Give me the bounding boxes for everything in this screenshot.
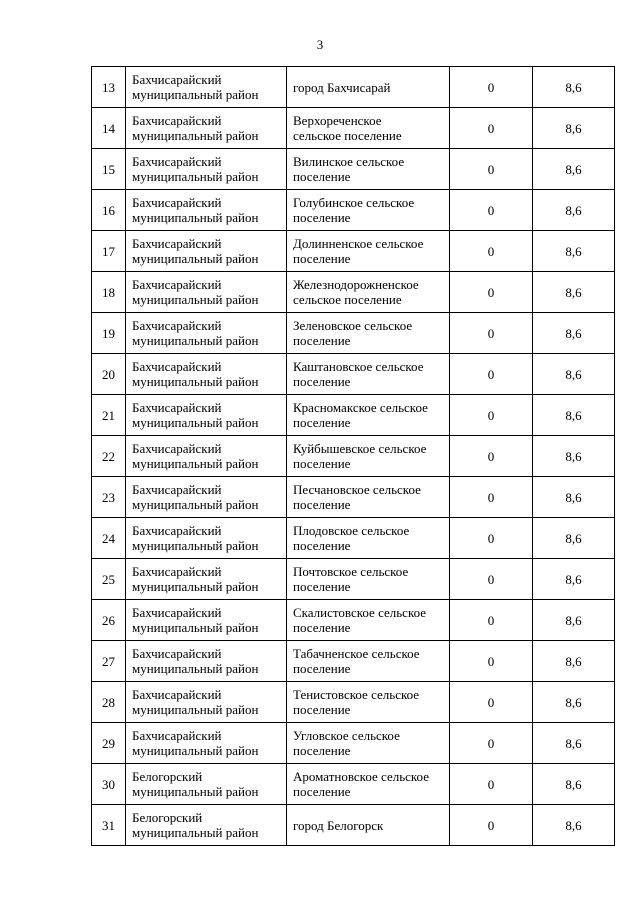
- table-row: [92, 559, 615, 600]
- value2-cell-text: 8,6: [565, 284, 582, 300]
- settlement-cell: [287, 518, 450, 559]
- row-number-cell-text: 24: [102, 530, 115, 546]
- district-cell-text: Белогорский: [132, 769, 203, 784]
- district-cell-text: Бахчисарайский: [132, 154, 222, 169]
- district-cell-text: муниципальный район: [132, 415, 259, 430]
- district-cell-text: муниципальный район: [132, 825, 259, 840]
- value1-cell-text: 0: [487, 325, 495, 341]
- district-cell-text: муниципальный район: [132, 497, 259, 512]
- value2-cell-text: 8,6: [565, 161, 582, 177]
- district-cell-text: Бахчисарайский: [132, 277, 222, 292]
- settlement-cell: [287, 805, 450, 846]
- district-cell-text: муниципальный район: [132, 538, 259, 553]
- value2-cell: [533, 477, 615, 518]
- row-number-cell: [92, 764, 126, 805]
- settlement-cell-text: поселение: [293, 702, 351, 717]
- table-row: [92, 518, 615, 559]
- row-number-cell: [92, 190, 126, 231]
- row-number-cell-text: 26: [102, 612, 115, 628]
- district-cell: [126, 518, 287, 559]
- value1-cell-text: 0: [487, 202, 495, 218]
- district-cell-text: Бахчисарайский: [132, 400, 222, 415]
- value1-cell-text: 0: [487, 120, 495, 136]
- page-number: 3: [316, 37, 324, 52]
- settlement-cell: [287, 477, 450, 518]
- table-row: [92, 682, 615, 723]
- settlement-cell: [287, 272, 450, 313]
- settlement-cell-text: Почтовское сельское: [293, 564, 409, 579]
- district-cell-text: муниципальный район: [132, 579, 259, 594]
- settlement-cell-text: Вилинское сельское: [293, 154, 405, 169]
- value1-cell-text: 0: [487, 79, 495, 95]
- district-cell-text: Бахчисарайский: [132, 564, 222, 579]
- row-number-cell-text: 29: [102, 735, 115, 751]
- table-row: [92, 436, 615, 477]
- district-cell-text: Бахчисарайский: [132, 318, 222, 333]
- value2-cell: [533, 313, 615, 354]
- value1-cell: [450, 354, 533, 395]
- district-cell: [126, 805, 287, 846]
- row-number-cell-text: 19: [102, 325, 115, 341]
- row-number-cell: [92, 231, 126, 272]
- value1-cell: [450, 272, 533, 313]
- value2-cell: [533, 436, 615, 477]
- settlement-cell-text: поселение: [293, 210, 351, 225]
- district-cell-text: Бахчисарайский: [132, 523, 222, 538]
- row-number-cell: [92, 477, 126, 518]
- value1-cell-text: 0: [487, 448, 495, 464]
- settlement-cell: [287, 436, 450, 477]
- value2-cell: [533, 190, 615, 231]
- value2-cell: [533, 108, 615, 149]
- district-cell-text: Бахчисарайский: [132, 236, 222, 251]
- value1-cell-text: 0: [487, 817, 495, 833]
- settlement-cell-text: поселение: [293, 538, 351, 553]
- table-row: [92, 67, 615, 108]
- row-number-cell: [92, 559, 126, 600]
- district-cell: [126, 723, 287, 764]
- district-cell: [126, 764, 287, 805]
- settlement-cell: [287, 149, 450, 190]
- district-cell-text: муниципальный район: [132, 661, 259, 676]
- district-cell-text: муниципальный район: [132, 292, 259, 307]
- district-cell-text: Бахчисарайский: [132, 646, 222, 661]
- value1-cell: [450, 477, 533, 518]
- value2-cell-text: 8,6: [565, 407, 582, 423]
- district-cell-text: муниципальный район: [132, 784, 259, 799]
- district-cell-text: муниципальный район: [132, 251, 259, 266]
- settlement-cell-text: город Бахчисарай: [293, 79, 391, 95]
- settlement-cell-text: Угловское сельское: [293, 728, 400, 743]
- row-number-cell-text: 17: [102, 243, 115, 259]
- value1-cell-text: 0: [487, 776, 495, 792]
- row-number-cell: [92, 723, 126, 764]
- district-cell-text: Бахчисарайский: [132, 195, 222, 210]
- district-cell: [126, 559, 287, 600]
- table-row: [92, 108, 615, 149]
- value2-cell-text: 8,6: [565, 776, 582, 792]
- value1-cell-text: 0: [487, 284, 495, 300]
- settlement-cell-text: Табачненское сельское: [293, 646, 420, 661]
- row-number-cell-text: 31: [102, 817, 115, 833]
- table-row: [92, 313, 615, 354]
- district-cell-text: Бахчисарайский: [132, 687, 222, 702]
- settlement-cell: [287, 190, 450, 231]
- value1-cell-text: 0: [487, 694, 495, 710]
- district-cell: [126, 395, 287, 436]
- table-row: [92, 641, 615, 682]
- value2-cell-text: 8,6: [565, 243, 582, 259]
- row-number-cell: [92, 682, 126, 723]
- district-cell-text: Бахчисарайский: [132, 72, 222, 87]
- value2-cell-text: 8,6: [565, 120, 582, 136]
- value2-cell: [533, 395, 615, 436]
- district-cell: [126, 354, 287, 395]
- value2-cell-text: 8,6: [565, 202, 582, 218]
- settlement-cell: [287, 641, 450, 682]
- settlement-cell: [287, 231, 450, 272]
- settlement-cell-text: поселение: [293, 169, 351, 184]
- district-cell-text: муниципальный район: [132, 702, 259, 717]
- settlement-cell: [287, 395, 450, 436]
- value1-cell-text: 0: [487, 653, 495, 669]
- value2-cell: [533, 272, 615, 313]
- settlement-cell-text: поселение: [293, 743, 351, 758]
- settlement-cell-text: Зеленовское сельское: [293, 318, 413, 333]
- row-number-cell: [92, 313, 126, 354]
- settlement-cell-text: поселение: [293, 620, 351, 635]
- row-number-cell: [92, 108, 126, 149]
- settlement-cell: [287, 313, 450, 354]
- value2-cell: [533, 149, 615, 190]
- table-row: [92, 805, 615, 846]
- value1-cell: [450, 67, 533, 108]
- district-cell-text: муниципальный район: [132, 456, 259, 471]
- row-number-cell-text: 16: [102, 202, 115, 218]
- value1-cell: [450, 559, 533, 600]
- row-number-cell-text: 30: [102, 776, 115, 792]
- settlement-cell-text: Красномакское сельское: [293, 400, 428, 415]
- value2-cell-text: 8,6: [565, 530, 582, 546]
- district-cell-text: Бахчисарайский: [132, 441, 222, 456]
- district-cell-text: муниципальный район: [132, 374, 259, 389]
- settlement-cell-text: город Белогорск: [293, 817, 384, 833]
- value1-cell: [450, 682, 533, 723]
- value2-cell: [533, 723, 615, 764]
- district-cell: [126, 231, 287, 272]
- district-cell: [126, 682, 287, 723]
- district-cell-text: муниципальный район: [132, 743, 259, 758]
- settlement-cell-text: Верхореченское: [293, 113, 382, 128]
- settlement-cell-text: поселение: [293, 784, 351, 799]
- district-cell: [126, 313, 287, 354]
- value2-cell: [533, 600, 615, 641]
- district-cell-text: Бахчисарайский: [132, 359, 222, 374]
- row-number-cell: [92, 354, 126, 395]
- settlement-cell: [287, 723, 450, 764]
- value2-cell-text: 8,6: [565, 694, 582, 710]
- settlement-cell-text: поселение: [293, 456, 351, 471]
- settlement-cell: [287, 108, 450, 149]
- settlement-cell-text: Скалистовское сельское: [293, 605, 427, 620]
- settlement-cell: [287, 600, 450, 641]
- settlement-cell-text: поселение: [293, 579, 351, 594]
- value1-cell: [450, 231, 533, 272]
- district-cell: [126, 272, 287, 313]
- row-number-cell: [92, 641, 126, 682]
- settlement-cell-text: сельское поселение: [293, 292, 402, 307]
- district-cell-text: муниципальный район: [132, 169, 259, 184]
- table-row: [92, 149, 615, 190]
- table-row: [92, 272, 615, 313]
- district-cell-text: муниципальный район: [132, 620, 259, 635]
- value1-cell-text: 0: [487, 735, 495, 751]
- value1-cell: [450, 313, 533, 354]
- settlement-cell-text: поселение: [293, 661, 351, 676]
- row-number-cell-text: 13: [102, 79, 115, 95]
- settlement-cell-text: сельское поселение: [293, 128, 402, 143]
- value2-cell: [533, 518, 615, 559]
- row-number-cell: [92, 436, 126, 477]
- value2-cell-text: 8,6: [565, 817, 582, 833]
- settlement-cell: [287, 67, 450, 108]
- value2-cell-text: 8,6: [565, 612, 582, 628]
- row-number-cell-text: 27: [102, 653, 115, 669]
- settlement-cell-text: Железнодорожненское: [293, 277, 419, 292]
- value2-cell-text: 8,6: [565, 489, 582, 505]
- value2-cell: [533, 805, 615, 846]
- settlement-cell-text: Куйбышевское сельское: [293, 441, 427, 456]
- value1-cell: [450, 436, 533, 477]
- row-number-cell-text: 14: [102, 120, 115, 136]
- table-row: [92, 231, 615, 272]
- row-number-cell-text: 23: [102, 489, 115, 505]
- settlement-cell-text: поселение: [293, 415, 351, 430]
- settlements-table: [91, 66, 615, 846]
- value2-cell: [533, 764, 615, 805]
- district-cell: [126, 600, 287, 641]
- district-cell-text: муниципальный район: [132, 128, 259, 143]
- value1-cell: [450, 518, 533, 559]
- district-cell: [126, 641, 287, 682]
- table-row: [92, 354, 615, 395]
- district-cell: [126, 477, 287, 518]
- value2-cell: [533, 641, 615, 682]
- value2-cell-text: 8,6: [565, 325, 582, 341]
- row-number-cell-text: 20: [102, 366, 115, 382]
- value1-cell: [450, 600, 533, 641]
- value1-cell: [450, 805, 533, 846]
- district-cell-text: муниципальный район: [132, 210, 259, 225]
- value1-cell-text: 0: [487, 407, 495, 423]
- settlement-cell-text: поселение: [293, 333, 351, 348]
- value2-cell: [533, 354, 615, 395]
- row-number-cell-text: 25: [102, 571, 115, 587]
- settlement-cell-text: Ароматновское сельское: [293, 769, 429, 784]
- district-cell: [126, 436, 287, 477]
- settlement-cell: [287, 354, 450, 395]
- settlement-cell-text: Голубинское сельское: [293, 195, 415, 210]
- district-cell-text: муниципальный район: [132, 87, 259, 102]
- value2-cell-text: 8,6: [565, 448, 582, 464]
- value1-cell: [450, 190, 533, 231]
- settlement-cell-text: поселение: [293, 374, 351, 389]
- value1-cell-text: 0: [487, 612, 495, 628]
- row-number-cell: [92, 805, 126, 846]
- district-cell: [126, 108, 287, 149]
- district-cell-text: Бахчисарайский: [132, 113, 222, 128]
- row-number-cell: [92, 518, 126, 559]
- value1-cell: [450, 723, 533, 764]
- settlement-cell: [287, 682, 450, 723]
- settlement-cell: [287, 559, 450, 600]
- value1-cell: [450, 149, 533, 190]
- district-cell-text: Бахчисарайский: [132, 605, 222, 620]
- row-number-cell: [92, 67, 126, 108]
- district-cell: [126, 67, 287, 108]
- value1-cell-text: 0: [487, 366, 495, 382]
- table-row: [92, 477, 615, 518]
- table-row: [92, 764, 615, 805]
- value1-cell: [450, 641, 533, 682]
- district-cell-text: Бахчисарайский: [132, 482, 222, 497]
- table-row: [92, 395, 615, 436]
- value1-cell-text: 0: [487, 243, 495, 259]
- row-number-cell: [92, 272, 126, 313]
- row-number-cell: [92, 600, 126, 641]
- district-cell-text: Бахчисарайский: [132, 728, 222, 743]
- value2-cell-text: 8,6: [565, 366, 582, 382]
- row-number-cell-text: 18: [102, 284, 115, 300]
- row-number-cell-text: 28: [102, 694, 115, 710]
- table-row: [92, 600, 615, 641]
- value1-cell: [450, 764, 533, 805]
- value2-cell: [533, 682, 615, 723]
- settlement-cell-text: Песчановское сельское: [293, 482, 421, 497]
- value1-cell-text: 0: [487, 571, 495, 587]
- row-number-cell-text: 22: [102, 448, 115, 464]
- value2-cell: [533, 231, 615, 272]
- value2-cell-text: 8,6: [565, 653, 582, 669]
- table-body: [92, 67, 615, 846]
- value2-cell-text: 8,6: [565, 79, 582, 95]
- settlement-cell: [287, 764, 450, 805]
- settlement-cell-text: Тенистовское сельское: [293, 687, 420, 702]
- settlement-cell-text: Плодовское сельское: [293, 523, 410, 538]
- value2-cell-text: 8,6: [565, 571, 582, 587]
- row-number-cell-text: 21: [102, 407, 115, 423]
- value1-cell-text: 0: [487, 489, 495, 505]
- row-number-cell: [92, 395, 126, 436]
- district-cell: [126, 190, 287, 231]
- settlement-cell-text: поселение: [293, 251, 351, 266]
- settlement-cell-text: поселение: [293, 497, 351, 512]
- district-cell-text: Белогорский: [132, 810, 203, 825]
- value1-cell-text: 0: [487, 530, 495, 546]
- settlement-cell-text: Каштановское сельское: [293, 359, 424, 374]
- value1-cell: [450, 395, 533, 436]
- district-cell-text: муниципальный район: [132, 333, 259, 348]
- value1-cell-text: 0: [487, 161, 495, 177]
- row-number-cell-text: 15: [102, 161, 115, 177]
- table-row: [92, 723, 615, 764]
- value2-cell: [533, 67, 615, 108]
- value2-cell-text: 8,6: [565, 735, 582, 751]
- settlement-cell-text: Долинненское сельское: [293, 236, 424, 251]
- table-row: [92, 190, 615, 231]
- value1-cell: [450, 108, 533, 149]
- district-cell: [126, 149, 287, 190]
- row-number-cell: [92, 149, 126, 190]
- value2-cell: [533, 559, 615, 600]
